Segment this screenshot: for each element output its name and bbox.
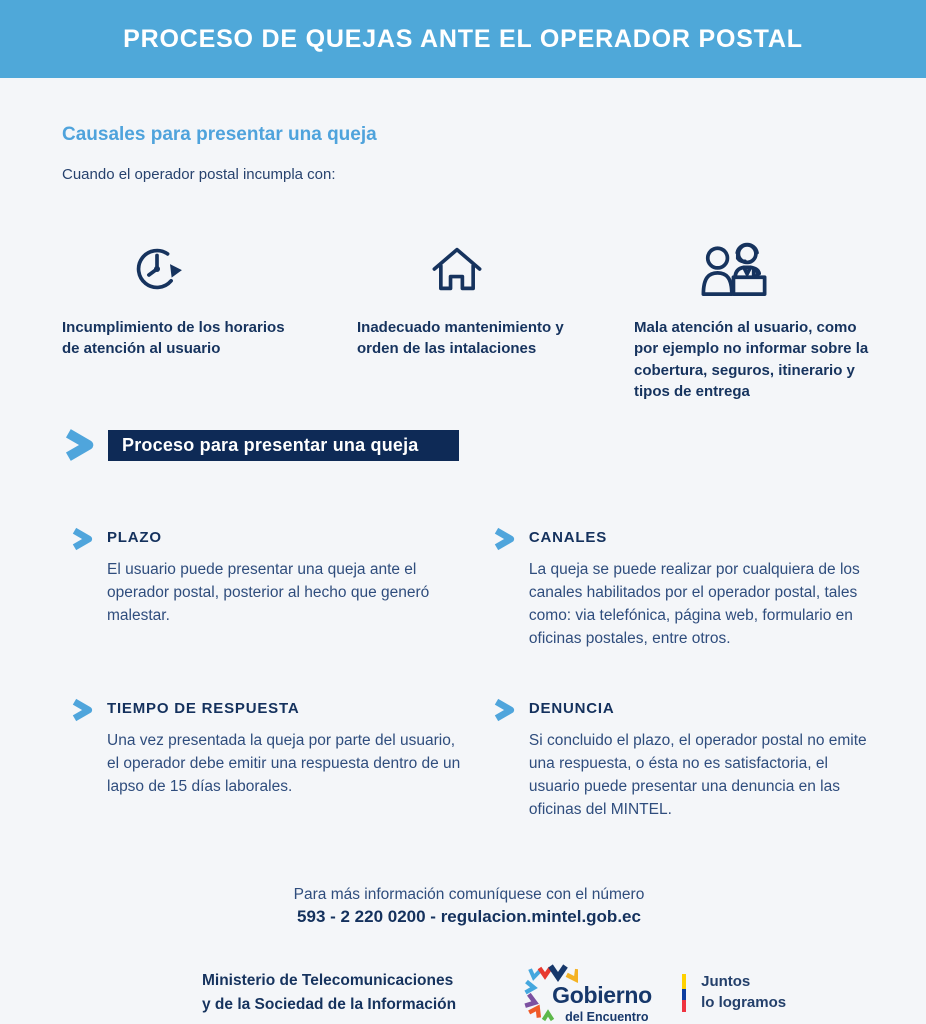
main-content xyxy=(0,124,926,1024)
process-banner-row xyxy=(62,428,876,462)
process-item-title: TIEMPO DE RESPUESTA xyxy=(107,699,300,717)
process-item-title: PLAZO xyxy=(107,529,162,547)
process-item-title: CANALES xyxy=(528,529,608,547)
process-item-canales xyxy=(492,526,876,651)
process-item-body: La queja se puede realizar por cualquiera de los canales habilitados por el operador postal, tales como: via telefónica, página web, formulario en oficinas postales, entre otros. xyxy=(528,561,860,647)
process-item-body: El usuario puede presentar una queja ante el operador postal, posterior al hecho que generó malestar. xyxy=(107,561,430,625)
contact-number: 593 - 2 220 0200 - regulacion.mintel.gob.ec xyxy=(297,906,641,926)
customer-service-icon xyxy=(634,239,834,299)
chevron-right-icon xyxy=(492,698,516,722)
cause-label: Incumplimiento de los horarios de atención al usuario xyxy=(62,319,285,358)
page-title: PROCESO DE QUEJAS ANTE EL OPERADOR POSTAL xyxy=(123,24,803,53)
chevron-right-icon xyxy=(62,428,96,462)
chevron-right-icon xyxy=(70,527,94,551)
process-item-plazo xyxy=(70,526,464,651)
slogan-line: lo logramos xyxy=(701,993,787,1011)
cause-item-atencion xyxy=(634,239,874,402)
logo-subtitle: del Encuentro xyxy=(565,1009,649,1024)
chevron-right-icon xyxy=(70,698,94,722)
causes-intro: Cuando el operador postal incumpla con: xyxy=(62,166,336,183)
house-icon xyxy=(357,239,557,299)
ministry-line: y de la Sociedad de la Información xyxy=(202,995,457,1013)
process-item-body: Si concluido el plazo, el operador postal no emite una respuesta, o ésta no es satisfactoria, el usuario puede presentar una denuncia en las oficinas del MINTEL. xyxy=(528,731,867,818)
process-row xyxy=(62,697,876,822)
causes-row xyxy=(62,239,876,402)
header-banner xyxy=(0,0,926,78)
footer xyxy=(202,961,876,1024)
cause-label: Mala atención al usuario, como por ejemplo no informar sobre la cobertura, seguros, itinerario y tipos de entrega xyxy=(634,319,869,400)
contact-block xyxy=(62,886,876,927)
cause-item-horarios xyxy=(62,239,302,402)
process-item-denuncia xyxy=(492,697,876,822)
causes-heading: Causales para presentar una queja xyxy=(62,124,377,145)
gobierno-del-encuentro-logo xyxy=(528,961,664,1024)
ministry-line: Ministerio de Telecomunicaciones xyxy=(202,972,454,990)
process-banner: Proceso para presentar una queja xyxy=(108,430,459,461)
slogan-line: Juntos xyxy=(701,973,751,991)
clock-history-icon xyxy=(62,239,252,299)
process-item-tiempo xyxy=(70,697,464,822)
contact-info: Para más información comuníquese con el número xyxy=(293,885,645,903)
process-item-body: Una vez presentada la queja por parte del usuario, el operador debe emitir una respuesta dentro de un lapso de 15 días laborales. xyxy=(107,731,461,795)
ecuador-flag-divider xyxy=(682,974,686,1012)
logo-brand: Gobierno xyxy=(552,981,652,1008)
cause-item-instalaciones xyxy=(357,239,572,402)
process-row xyxy=(62,526,876,651)
process-item-title: DENUNCIA xyxy=(528,699,615,717)
ministry-name xyxy=(202,969,456,1016)
chevron-right-icon xyxy=(492,527,516,551)
logo-slogan xyxy=(701,972,786,1013)
cause-label: Inadecuado mantenimiento y orden de las intalaciones xyxy=(357,319,564,358)
